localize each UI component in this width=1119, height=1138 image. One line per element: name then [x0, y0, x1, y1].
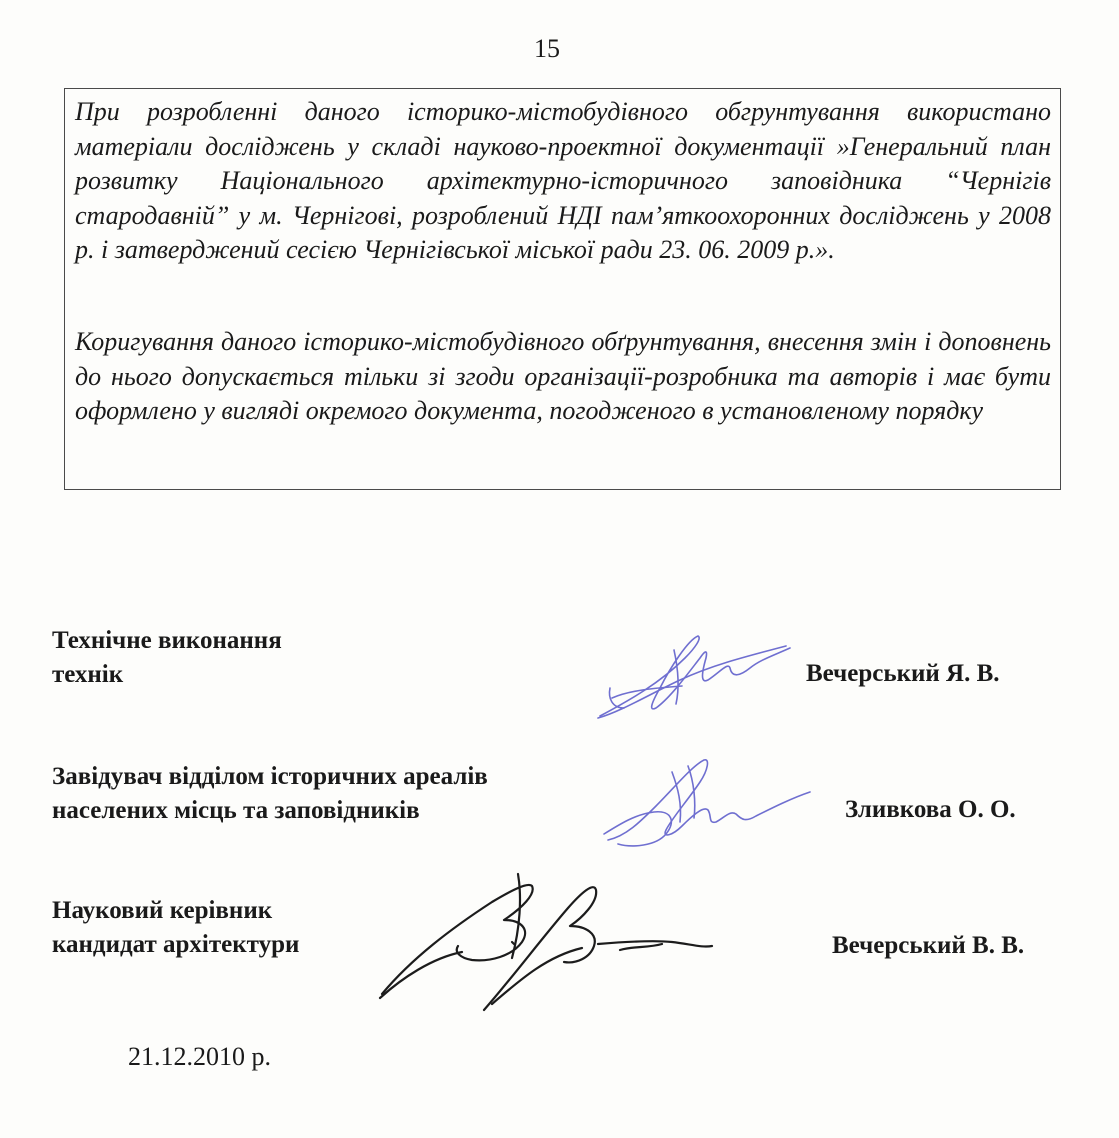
signatory-1-role-line2: технік — [52, 661, 124, 688]
signatory-3-role-line1: Науковий керівник — [52, 897, 273, 924]
signatory-1-role-line1: Технічне виконання — [52, 627, 282, 654]
notice-box — [64, 88, 1061, 490]
signatory-1-name: Вечерський Я. В. — [806, 660, 1000, 687]
signatory-3-role — [52, 894, 299, 962]
page-number: 15 — [534, 34, 560, 63]
signatory-1-role — [52, 624, 282, 692]
signature-1-ink — [590, 628, 800, 724]
signatory-3-name: Вечерський В. В. — [832, 932, 1025, 959]
signature-3-handwritten — [372, 868, 722, 1014]
signatory-2-role — [52, 760, 488, 828]
document-date: 21.12.2010 р. — [128, 1042, 271, 1071]
signatory-2-role-line1: Завідувач відділом історичних ареалів — [52, 763, 488, 790]
signature-2-ink — [596, 752, 816, 852]
signature-1-handwritten — [590, 628, 800, 724]
notice-paragraph-amendments: Коригування даного історико-містобудівного обґрунтування, внесення змін і доповнень до нього допускається тільки зі згоди організації-розробника та авторів і має бути оформлено у вигляді окремого документа, погодженого в установленому порядку — [75, 327, 1051, 426]
signatory-2-role-line2: населених місць та заповідників — [52, 797, 420, 824]
notice-paragraph-source: При розробленні даного історико-містобудівного обгрунтування використано матеріали досліджень у складі науково-проектної документації »Генеральний план розвитку Національного архітектурно-історичного заповідника “Чернігів стародавній” у м. Чернігові, розроблений НДІ пам’яткоохоронних досліджень у 2008 р. і затверджений сесією Чернігівської міської ради 23. 06. 2009 р.». — [75, 97, 1051, 265]
signature-2-handwritten — [596, 752, 816, 852]
signature-3-ink — [372, 868, 722, 1014]
signatory-3-role-line2: кандидат архітектури — [52, 931, 300, 958]
signatory-2-name: Зливкова О. О. — [845, 796, 1016, 823]
